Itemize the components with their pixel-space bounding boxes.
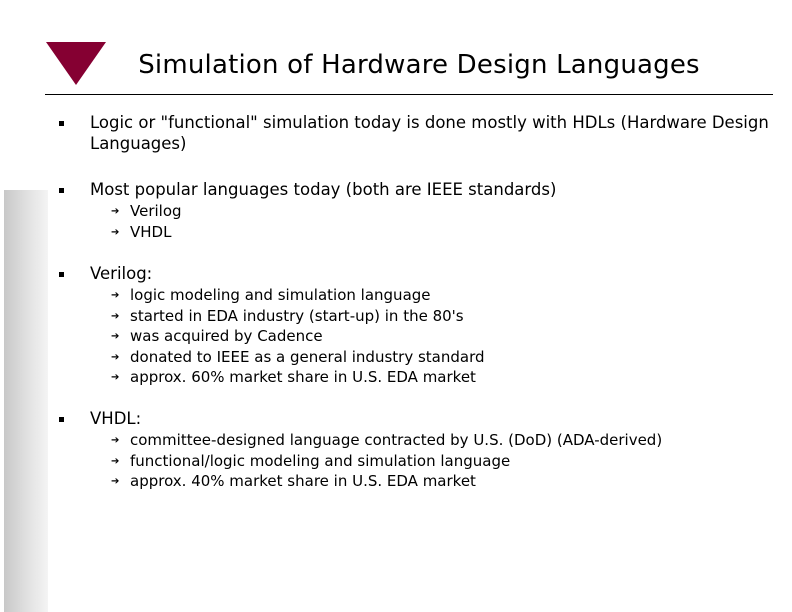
right-arrow-icon: ➔ bbox=[111, 310, 120, 322]
sub-item bbox=[0, 452, 792, 473]
slide-title: Simulation of Hardware Design Languages bbox=[138, 50, 700, 80]
bullet-item bbox=[0, 263, 792, 389]
square-bullet-icon bbox=[59, 417, 64, 422]
sub-item bbox=[0, 348, 792, 369]
sub-item-text: committee-designed language contracted by U.S. (DoD) (ADA-derived) bbox=[130, 431, 663, 449]
right-arrow-icon: ➔ bbox=[111, 226, 120, 238]
sub-list bbox=[0, 431, 792, 493]
sub-item-text: VHDL bbox=[130, 222, 172, 241]
sub-item bbox=[0, 472, 792, 493]
sub-item bbox=[0, 223, 792, 244]
bullet-item bbox=[0, 408, 792, 493]
sub-item bbox=[0, 202, 792, 223]
bullet-text: Logic or "functional" simulation today is done mostly with HDLs (Hardware Design Languages) bbox=[90, 113, 769, 153]
sub-item-text: was acquired by Cadence bbox=[130, 327, 323, 345]
square-bullet-icon bbox=[59, 272, 64, 277]
sub-list bbox=[0, 286, 792, 389]
bullet-text: Verilog: bbox=[90, 264, 153, 283]
square-bullet-icon bbox=[59, 188, 64, 193]
side-decoration-bar bbox=[4, 190, 48, 612]
right-arrow-icon: ➔ bbox=[111, 435, 120, 446]
title-divider bbox=[45, 94, 773, 95]
sub-item bbox=[0, 286, 792, 307]
sub-item bbox=[0, 327, 792, 348]
right-arrow-icon: ➔ bbox=[111, 372, 120, 383]
sub-list bbox=[0, 202, 792, 243]
sub-item-text: approx. 60% market share in U.S. EDA market bbox=[130, 368, 476, 386]
sub-item-text: donated to IEEE as a general industry standard bbox=[130, 347, 485, 366]
sub-item-text: functional/logic modeling and simulation language bbox=[130, 451, 511, 470]
bullet-item bbox=[0, 112, 792, 154]
right-arrow-icon: ➔ bbox=[111, 351, 120, 363]
square-bullet-icon bbox=[59, 121, 64, 126]
bullet-item bbox=[0, 179, 792, 243]
sub-item-text: Verilog bbox=[130, 202, 182, 220]
right-arrow-icon: ➔ bbox=[111, 206, 120, 217]
bullet-text: VHDL: bbox=[90, 409, 142, 428]
sub-item-text: logic modeling and simulation language bbox=[130, 286, 431, 304]
sub-item bbox=[0, 368, 792, 389]
right-arrow-icon: ➔ bbox=[111, 455, 120, 467]
right-arrow-icon: ➔ bbox=[111, 331, 120, 342]
right-arrow-icon: ➔ bbox=[111, 290, 120, 301]
sub-item bbox=[0, 307, 792, 328]
sub-item-text: started in EDA industry (start-up) in the 80's bbox=[130, 306, 464, 325]
bullet-text: Most popular languages today (both are IEEE standards) bbox=[90, 180, 557, 199]
right-arrow-icon: ➔ bbox=[111, 476, 120, 487]
sub-item bbox=[0, 431, 792, 452]
sub-item-text: approx. 40% market share in U.S. EDA market bbox=[130, 472, 476, 490]
